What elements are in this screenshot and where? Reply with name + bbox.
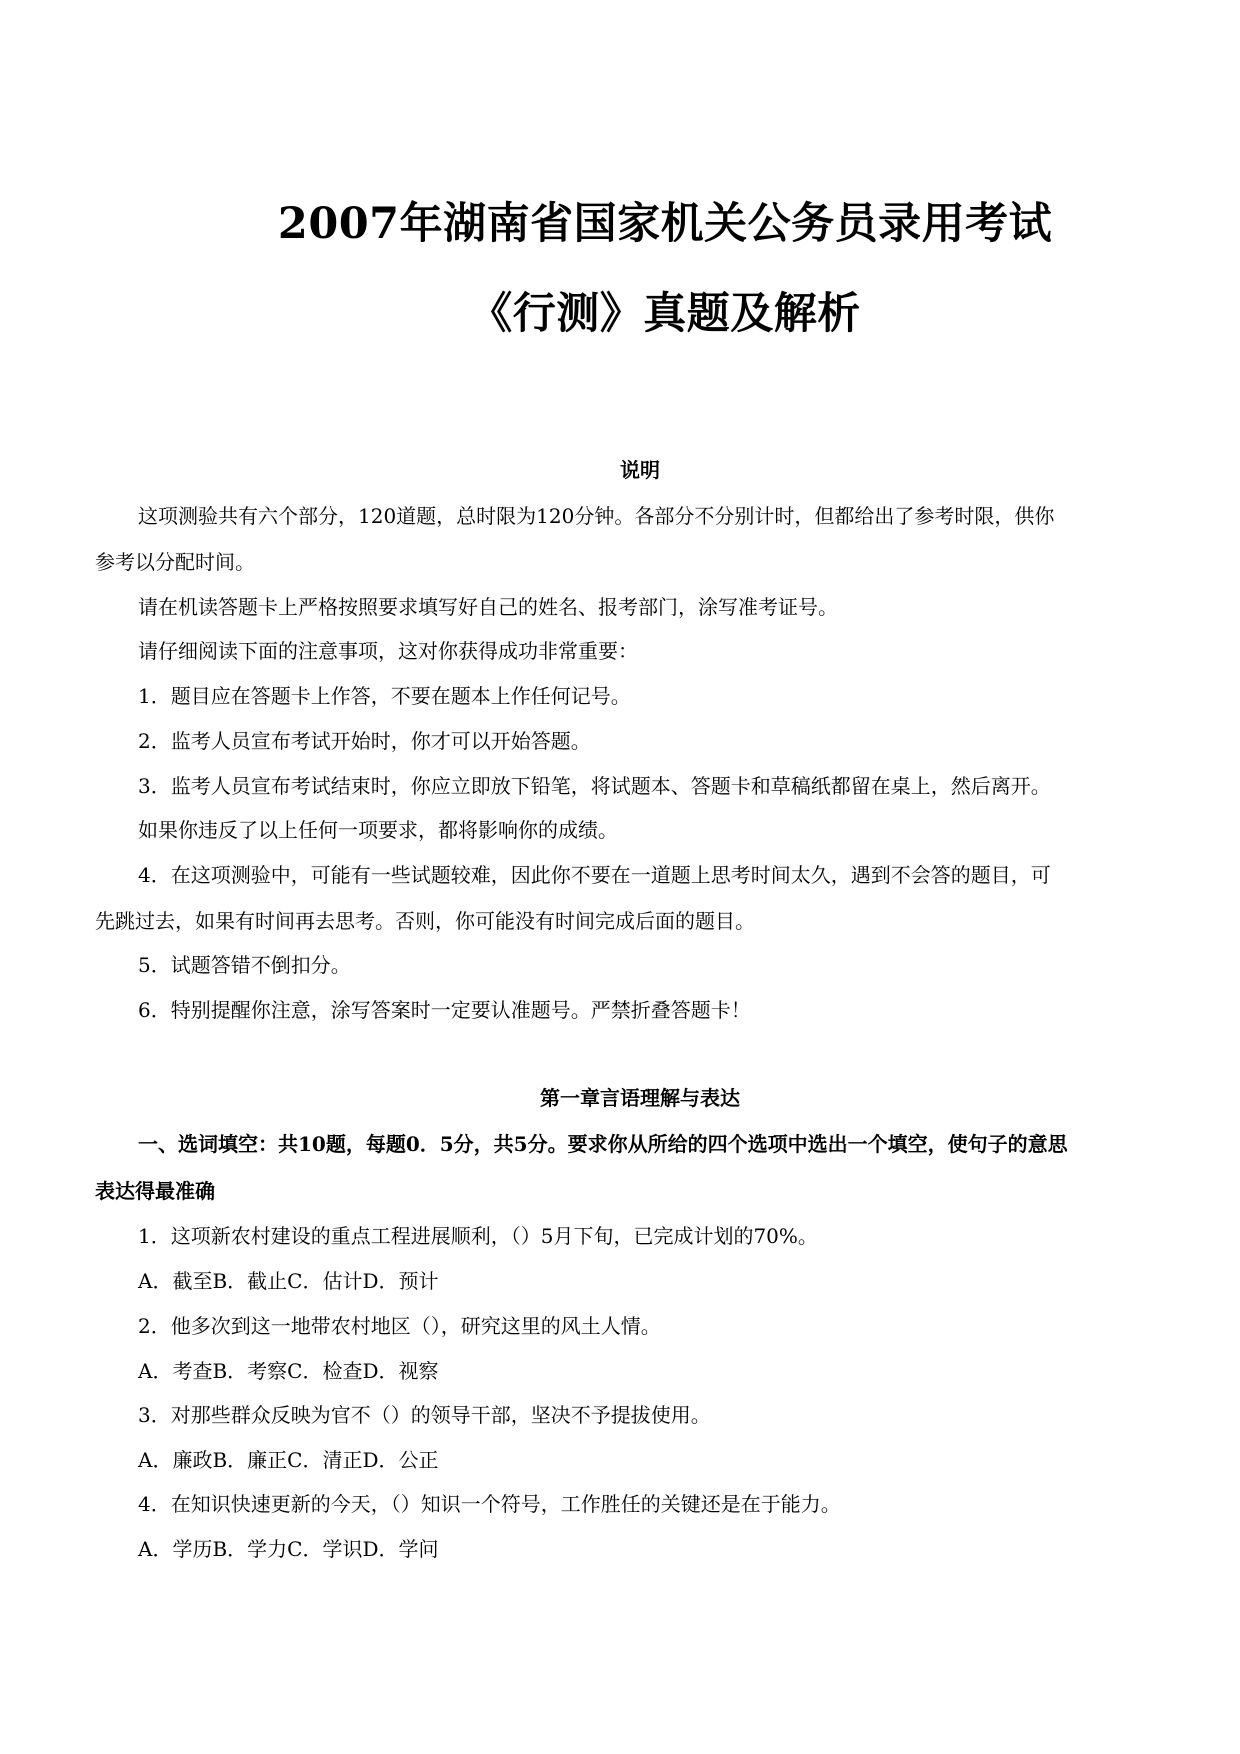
instructions-paragraph-1-line-2: 参考以分配时间。 — [95, 550, 255, 574]
question-options: A．截至B．截止C．估计D．预计 — [138, 1269, 439, 1293]
document-title-line2: 《行测》真题及解析 — [469, 289, 861, 339]
instructions-paragraph-1-line-1: 这项测验共有六个部分，120道题，总时限为120分钟。各部分不分别计时，但都给出了参考时限，供你 — [138, 504, 1055, 528]
question-options: A．学历B．学力C．学识D．学问 — [138, 1537, 439, 1561]
notice-item-3: 3．监考人员宣布考试结束时，你应立即放下铅笔，将试题本、答题卡和草稿纸都留在桌上，然后离开。 — [138, 774, 1051, 798]
section-heading-line-2: 表达得最准确 — [95, 1179, 215, 1203]
notice-warning: 如果你违反了以上任何一项要求，都将影响你的成绩。 — [138, 818, 618, 842]
instructions-heading: 说明 — [620, 458, 660, 482]
document-title-line1: 2007年湖南省国家机关公务员录用考试 — [277, 199, 1053, 249]
chapter-heading: 第一章言语理解与表达 — [540, 1086, 740, 1110]
question-options: A．廉政B．廉正C．清正D．公正 — [138, 1448, 439, 1472]
instructions-paragraph-2: 请在机读答题卡上严格按照要求填写好自己的姓名、报考部门，涂写准考证号。 — [138, 595, 838, 619]
notice-item-1: 1．题目应在答题卡上作答，不要在题本上作任何记号。 — [138, 684, 631, 708]
question-options: A．考查B．考察C．检查D．视察 — [138, 1359, 439, 1383]
question-stem: 1．这项新农村建设的重点工程进展顺利，（）5月下旬，已完成计划的70%。 — [138, 1224, 818, 1248]
notice-item-4-line-1: 4．在这项测验中，可能有一些试题较难，因此你不要在一道题上思考时间太久，遇到不会答的题目，可 — [138, 863, 1051, 887]
notice-item-2: 2．监考人员宣布考试开始时，你才可以开始答题。 — [138, 729, 591, 753]
notice-item-5: 5．试题答错不倒扣分。 — [138, 953, 351, 977]
notice-item-6: 6．特别提醒你注意，涂写答案时一定要认准题号。严禁折叠答题卡！ — [138, 998, 751, 1022]
question-stem: 3．对那些群众反映为官不（）的领导干部，坚决不予提拔使用。 — [138, 1403, 711, 1427]
notice-item-4-line-2: 先跳过去，如果有时间再去思考。否则，你可能没有时间完成后面的题目。 — [95, 909, 755, 933]
question-stem: 2．他多次到这一地带农村地区（），研究这里的风土人情。 — [138, 1314, 661, 1338]
section-heading-line-1: 一、选词填空：共10题，每题0．5分，共5分。要求你从所给的四个选项中选出一个填空，使句子的意思 — [138, 1132, 1068, 1156]
question-stem: 4．在知识快速更新的今天，（）知识一个符号，工作胜任的关键还是在于能力。 — [138, 1492, 841, 1516]
instructions-paragraph-3: 请仔细阅读下面的注意事项，这对你获得成功非常重要： — [138, 639, 638, 663]
